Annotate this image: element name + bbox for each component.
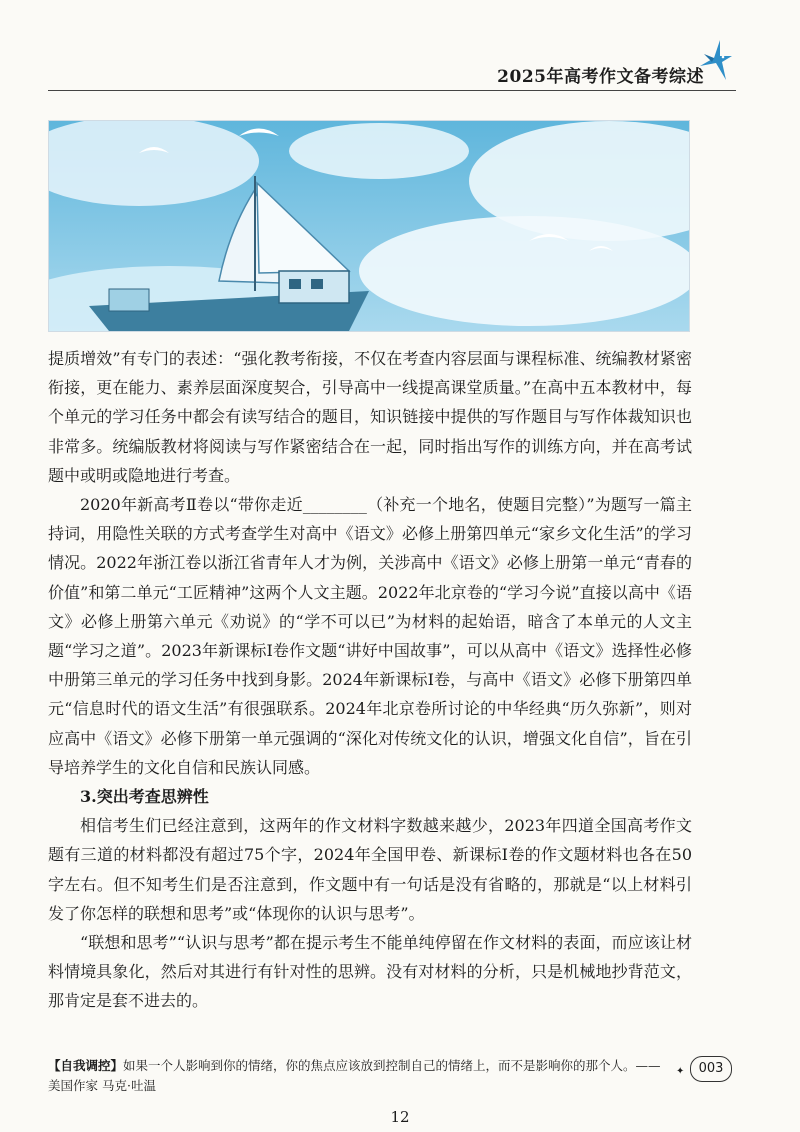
header-rule [48,90,736,91]
swallow-bird-icon [690,36,734,86]
article-body [48,344,692,1016]
section-page-badge: 003 [690,1056,732,1082]
paragraph-4: “联想和思考”“认识与思考”都在提示考生不能单纯停留在作文材料的表面，而应该让材料情境具象化，然后对其进行有针对性的思辨。没有对材料的分析，只是机械地抄背范文，那肯定是套不进去的。 [48,933,692,1011]
sparkle-icon: ✦ [676,1066,685,1077]
sailboat-seagulls-illustration [49,121,689,331]
running-header-title: 2025年高考作文备考综述 [497,67,704,87]
self-regulation-note [48,1056,668,1096]
paragraph-3: 相信考生们已经注意到，这两年的作文材料字数越来越少，2023年四道全国高考作文题有三道的材料都没有超过75个字，2024年全国甲卷、新课标Ⅰ卷的作文题材料也各在50字左右。但不知考生们是否注意到，作文题中有一句话是没有省略的，那就是“以上材料引发了你怎样的联想和思考”或“体现你的认识与思考”。 [48,816,692,923]
paragraph-2: 2020年新高考Ⅱ卷以“带你走近________（补充一个地名，使题目完整）”为题写一篇主持词，用隐性关联的方式考查学生对高中《语文》必修上册第四单元“家乡文化生活”的学习情况。2022年浙江卷以浙江省青年人才为例，关涉高中《语文》必修上册第一单元“青春的价值”和第二单元“工匠精神”这两个人文主题。2022年北京卷的“学习今说”直接以高中《语文》必修上册第六单元《劝说》的“学不可以已”为材料的起始语，暗含了本单元的人文主题“学习之道”。2023年新课标Ⅰ卷作文题“讲好中国故事”，可以从高中《语文》选择性必修中册第三单元的学习任务中找到身影。2024年新课标Ⅰ卷，与高中《语文》必修下册第四单元“信息时代的语文生活”有很强联系。2024年北京卷所讨论的中华经典“历久弥新”，则对应高中《语文》必修下册第一单元强调的“深化对传统文化的认识，增强文化自信”，旨在引导培养学生的文化自信和民族认同感。 [48,495,692,777]
note-text: 如果一个人影响到你的情绪，你的焦点应该放到控制自己的情绪上，而不是影响你的那个人。——美国作家 马克·吐温 [48,1058,661,1093]
hero-illustration [48,120,690,332]
paragraph-1: 提质增效”有专门的表述：“强化教考衔接，不仅在考查内容层面与课程标准、统编教材紧密衔接，更在能力、素养层面深度契合，引导高中一线提高课堂质量。”在高中五本教材中，每个单元的学习任务中都会有读写结合的题目，知识链接中提供的写作题目与写作体裁知识也非常多。统编版教材将阅读与写作紧密结合在一起，同时指出写作的训练方向，并在高考试题中或明或隐地进行考查。 [48,349,692,485]
note-label: 【自我调控】 [48,1058,124,1073]
page-number: 12 [390,1108,410,1126]
section-heading-3: 3.突出考查思辨性 [80,787,209,807]
